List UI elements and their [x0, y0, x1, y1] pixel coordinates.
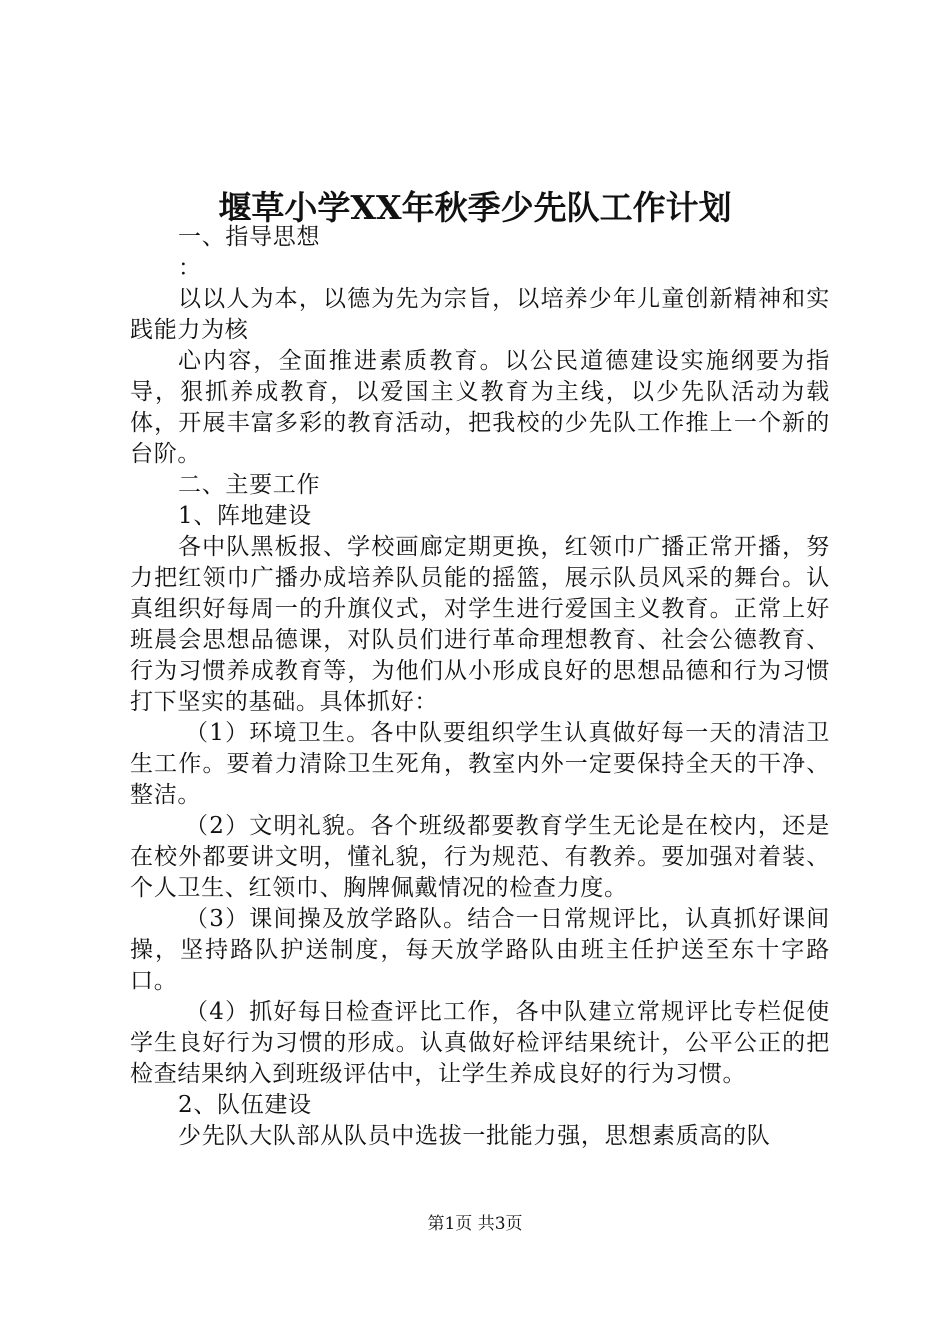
list-item-exercise-and-queue: （3）课间操及放学路队。结合一日常规评比，认真抓好课间操，坚持路队护送制度，每天放学路队由班主任护送至东十字路口。	[130, 906, 830, 994]
list-item-daily-inspection: （4）抓好每日检查评比工作，各中队建立常规评比专栏促使学生良好行为习惯的形成。认真做好检评结果统计，公平公正的把检查结果纳入到班级评估中，让学生养成良好的行为习惯。	[130, 999, 830, 1087]
document-title: 堰草小学XX年秋季少先队工作计划	[218, 188, 732, 227]
subsection-heading-position-building: 1、阵地建设	[178, 503, 312, 529]
list-item-civility: （2）文明礼貌。各个班级都要教育学生无论是在校内，还是在校外都要讲文明，懂礼貌，行为规范、有教养。要加强对着装、个人卫生、红领巾、胸牌佩戴情况的检查力度。	[130, 813, 830, 901]
list-item-environment: （1）环境卫生。各中队要组织学生认真做好每一天的清洁卫生工作。要着力清除卫生死角，教室内外一定要保持全天的干净、整洁。	[130, 720, 830, 808]
colon-line: ：	[178, 255, 202, 281]
paragraph: 少先队大队部从队员中选拔一批能力强，思想素质高的队	[178, 1123, 771, 1149]
paragraph: 以以人为本，以德为先为宗旨，以培养少年儿童创新精神和实践能力为核	[130, 286, 830, 343]
section-heading-main-work: 二、主要工作	[178, 472, 321, 498]
subsection-heading-team-building: 2、队伍建设	[178, 1092, 312, 1118]
paragraph: 各中队黑板报、学校画廊定期更换，红领巾广播正常开播，努力把红领巾广播办成培养队员能的摇篮，展示队员风采的舞台。认真组织好每周一的升旗仪式，对学生进行爱国主义教育。正常上好班晨会思想品德课，对队员们进行革命理想教育、社会公德教育、行为习惯养成教育等，为他们从小形成良好的思想品德和行为习惯打下坚实的基础。具体抓好：	[130, 534, 830, 715]
paragraph: 心内容，全面推进素质教育。以公民道德建设实施纲要为指导，狠抓养成教育，以爱国主义教育为主线，以少先队活动为载体，开展丰富多彩的教育活动，把我校的少先队工作推上一个新的台阶。	[130, 348, 830, 467]
page-footer: 第1页 共3页	[427, 1214, 523, 1234]
section-heading-guiding-ideology: 一、指导思想	[178, 224, 321, 250]
document-body	[130, 222, 830, 1152]
